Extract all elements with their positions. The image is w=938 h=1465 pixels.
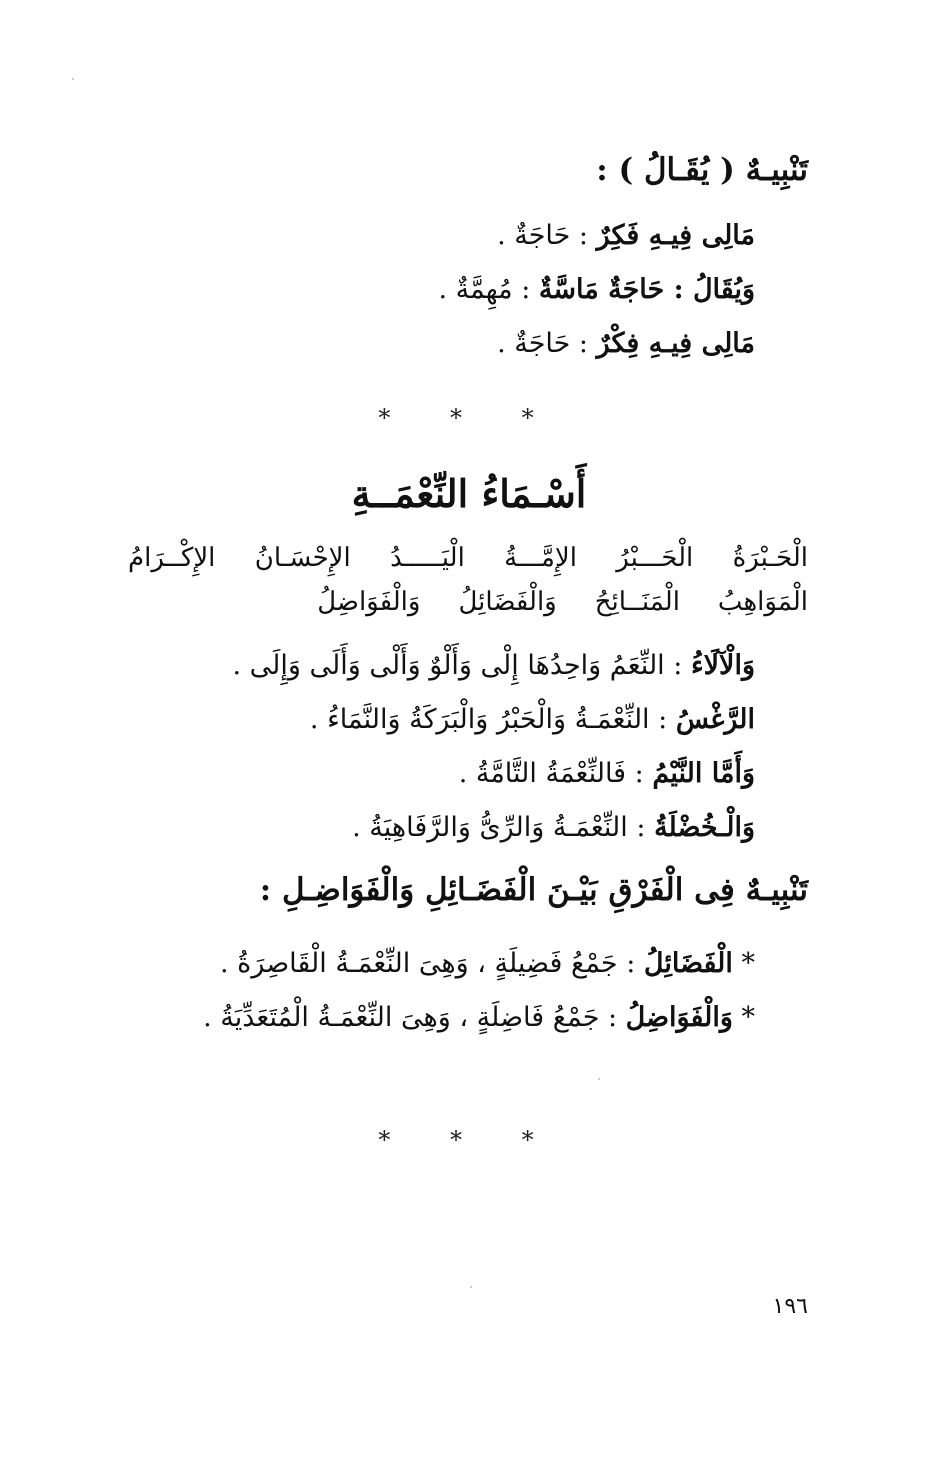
section2-heading: تَنْبِيـهٌ فِى الْفَرْقِ بَيْـنَ الْفَضَـائِلِ وَالْفَوَاضِـلِ :: [259, 872, 808, 908]
definition-text: : فَالنِّعْمَةُ التَّامَّةُ .: [458, 758, 644, 789]
definition-line: [233, 644, 755, 688]
section1-line: [497, 214, 755, 258]
definition-text: : النِّعْمَـةُ وَالرِّىُّ وَالرَّفَاهِيَةُ .: [352, 812, 646, 843]
definition-term: وَالْـخُضْلَةُ: [654, 812, 755, 843]
bullet-item: [203, 996, 755, 1040]
line-def: : مُهِمَّةٌ .: [438, 274, 531, 305]
name-item: الْمَنَــائِحُ: [594, 587, 680, 617]
name-item: الإِكْــرَامُ: [128, 543, 216, 573]
definition-line: [310, 698, 755, 742]
section1-line: [497, 322, 755, 366]
names-row: [128, 580, 808, 624]
definition-term: الرَّغْسُ: [675, 704, 755, 735]
name-item: الْيَـــــدُ: [390, 543, 465, 573]
scan-speck: [72, 78, 74, 80]
line-term: مَالِى فِيـهِ فَكِرٌ: [596, 220, 755, 251]
line-def: : حَاجَةٌ .: [497, 328, 589, 359]
definition-line: [352, 806, 755, 850]
name-item: الْحَـبْرَةُ: [732, 543, 808, 573]
line-term: وَيُقَالُ : حَاجَةٌ مَاسَّةٌ: [538, 274, 755, 305]
names-row: [128, 536, 808, 580]
definition-line: [459, 752, 755, 796]
names-list: [128, 536, 808, 624]
page-number: ١٩٦: [772, 1294, 808, 1319]
definition-text: : النِّعْمَـةُ وَالْحَبْرُ وَالْبَرَكَةُ وَالنَّمَاءُ .: [309, 704, 668, 735]
name-item: وَالْفَوَاضِلُ: [317, 587, 421, 617]
section1-line: [438, 268, 755, 312]
bullet-item: [220, 942, 755, 986]
separator-stars: * * *: [378, 1126, 560, 1154]
definition-term: وَأَمَّا النَّيْمُ: [652, 758, 755, 789]
name-item: الإِمَّـــةُ: [504, 543, 577, 573]
bullet-marker: *: [741, 948, 755, 979]
section1-heading: تَنْبِيـهٌ ( يُقَـالُ ) :: [596, 152, 808, 188]
separator-stars: * * *: [378, 404, 560, 432]
scan-speck: [470, 1286, 472, 1288]
line-def: : حَاجَةٌ .: [497, 220, 589, 251]
bullet-text: : جَمْعُ فَضِيلَةٍ ، وَهِىَ النِّعْمَـةُ الْقَاصِرَةُ .: [220, 948, 636, 979]
bullet-term: الْفَضَائِلُ: [643, 948, 733, 979]
name-item: الْحَـــبْرُ: [616, 543, 694, 573]
name-item: الْمَوَاهِبُ: [717, 587, 808, 617]
definition-term: وَالْآلَاءُ: [690, 650, 755, 681]
section-title: أَسْـمَاءُ النِّعْمَــةِ: [351, 471, 587, 516]
definition-text: : النِّعَمُ وَاحِدُهَا إِلْى وَأَلْوٌ وَأَلْى وَأَلَى وَإِلَى .: [232, 650, 683, 681]
bullet-term: وَالْفَوَاضِلُ: [625, 1002, 733, 1033]
scan-speck: [598, 1078, 600, 1080]
name-item: الإِحْسَـانُ: [254, 543, 351, 573]
line-term: مَالِى فِيـهِ فِكْرٌ: [596, 328, 755, 359]
bullet-marker: *: [741, 1002, 755, 1033]
bullet-text: : جَمْعُ فَاضِلَةٍ ، وَهِىَ النِّعْمَـةُ الْمُتَعَدِّيَةُ .: [203, 1002, 618, 1033]
name-item: وَالْفَضَائِلُ: [458, 587, 557, 617]
